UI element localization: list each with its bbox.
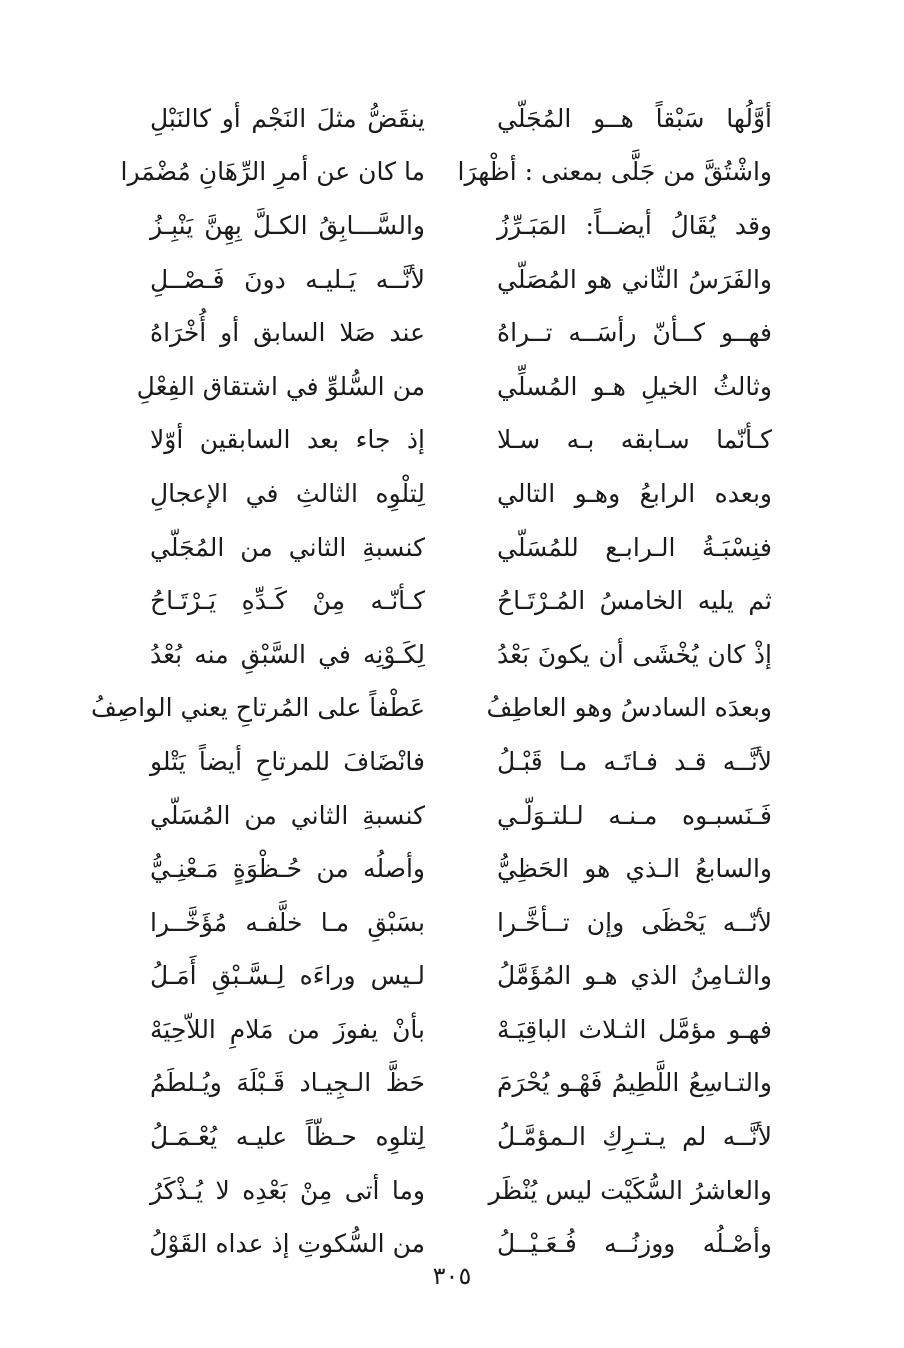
verse-line	[150, 467, 772, 521]
first-hemistich: فهـو مؤمَّل الثـلاث الباقِيَـهْ	[497, 1014, 772, 1044]
first-hemistich: والثـامِنُ الذي هـو المُؤَمَّلُ	[497, 961, 772, 991]
verse-line	[150, 1003, 772, 1057]
first-hemistich: لأنَّــه قـد فـاتَـه مـا قَبْـلُ	[497, 746, 772, 776]
second-hemistich: من السُّكوتِ إذ عداه القَوْلُ	[149, 1229, 425, 1259]
verse-line	[150, 1164, 772, 1218]
second-hemistich: لِتلْوِه الثالثِ في الإعجالِ	[150, 478, 425, 508]
second-hemistich: ينقَضُّ مثلَ النَجْم أو كالنَبْلِ	[150, 103, 425, 133]
second-hemistich: حَظَّ الـجِيـاد قَـبْلَهَ ويُـلطَمُ	[150, 1068, 425, 1098]
first-hemistich: وأصْـلُه ووزنُــه فُـعَـيْــلُ	[497, 1229, 772, 1259]
verse-line	[150, 199, 772, 253]
first-hemistich: فهــو كــأنّ رأسَــه تــراهُ	[497, 318, 772, 348]
verse-line	[136, 360, 772, 414]
first-hemistich: والتـاسِعُ اللَّطِيمُ فَهْـو يُحْرَمَ	[497, 1068, 772, 1098]
verse-line	[150, 414, 772, 468]
second-hemistich: كنسبةِ الثاني من المُجَلّي	[150, 532, 425, 562]
first-hemistich: وقد يُقَالُ أيضــاً: المَبَـرِّزُ	[497, 210, 772, 240]
verse-line	[150, 628, 772, 682]
verse-line	[150, 896, 772, 950]
second-hemistich: بأنْ يفوزَ من مَلامِ اللاّحِيَهْ	[150, 1014, 425, 1044]
second-hemistich: بسَبْقِ مـا خلَّفـه مُؤَخَّــرا	[150, 907, 425, 937]
first-hemistich: ثم يليه الخامسُ المُـرْتَـاحُ	[497, 586, 772, 616]
verse-line	[150, 789, 772, 843]
verse-line	[150, 306, 772, 360]
first-hemistich: فنِسْبَـةُ الـرابـع للمُسَلّي	[497, 532, 772, 562]
second-hemistich: وأصلُه من حُـظْوَةٍ مَـعْنِـيُّ	[150, 854, 425, 884]
second-hemistich: كنسبةِ الثاني من المُسَلّي	[150, 800, 425, 830]
verse-line	[150, 92, 772, 146]
second-hemistich: لِتلوِه حـظّاً عليـه يُعْـمَـلُ	[150, 1122, 425, 1152]
first-hemistich: وبعده الرابعُ وهـو التالي	[497, 478, 772, 508]
first-hemistich: إذْ كان يُخْشَى أن يكونَ بَعْدُ	[497, 639, 772, 669]
first-hemistich: واشْتُقَّ من جَلَّى بمعنى : أظْهرَا	[457, 157, 772, 187]
second-hemistich: والسَّـــابِقُ الكـلَّ بِهِنَّ يَنْبِـزُ	[150, 210, 425, 240]
first-hemistich: فَـنَسبـوه مـنـه لـلتـوَلّـي	[497, 800, 772, 830]
verse-line	[120, 146, 772, 200]
second-hemistich: لـيس وراءَه لِـسَّـبْقِ أَمَـلُ	[150, 961, 425, 991]
first-hemistich: أوَّلُها سَبْقاً هــو المُجَلّي	[497, 103, 772, 133]
verse-line	[150, 574, 772, 628]
second-hemistich: إذ جاء بعد السابقين أوّلا	[150, 425, 425, 455]
second-hemistich: عَطْفاً على المُرتاحِ يعني الواصِفُ	[91, 693, 425, 723]
second-hemistich: عند صَلا السابق أو أُخْرَاهُ	[150, 318, 425, 348]
verse-line	[150, 253, 772, 307]
first-hemistich: لأنّــه يَحْظَى وإن تــأخَّـرا	[497, 907, 772, 937]
second-hemistich: وما أتى مِنْ بَعْدِه لا يُـذْكَرُ	[150, 1175, 425, 1205]
page-number: ٣٠٥	[432, 1262, 472, 1290]
second-hemistich: لأنَّــه يَـليـه دونَ فَـصْــلِ	[150, 264, 425, 294]
verse-line	[91, 682, 772, 736]
verse-line	[150, 735, 772, 789]
second-hemistich: ما كان عن أمرِ الرِّهَانِ مُضْمَرا	[120, 157, 425, 187]
first-hemistich: والعاشرُ السُّكَيْت ليس يُنْظَر	[488, 1175, 772, 1205]
second-hemistich: لِكَـوْنِه في السَّبْقِ منه بُعْدُ	[150, 639, 425, 669]
first-hemistich: والسابعُ الـذي هو الحَظِيُّ	[497, 854, 772, 884]
first-hemistich: والفَرَسُ الثّاني هو المُصَلّي	[497, 264, 772, 294]
first-hemistich: لأنَّــه لم يـتـرِكِ الـمؤمَّـلُ	[497, 1122, 772, 1152]
verse-line	[150, 1057, 772, 1111]
second-hemistich: من السُّلوِّ في اشتقاق الفِعْلِ	[136, 371, 425, 401]
first-hemistich: كـأنّما سـابقه بـه سـلا	[497, 425, 772, 455]
verse-line	[150, 1110, 772, 1164]
first-hemistich: وثالثُ الخيلِ هـو المُسلِّي	[497, 371, 772, 401]
second-hemistich: كـأنّـه مِنْ كَـدِّهِ يَـرْتَـاحُ	[150, 586, 425, 616]
second-hemistich: فانْضَافَ للمرتاحِ أيضاً يَتْلو	[150, 746, 425, 776]
verse-line	[150, 950, 772, 1004]
first-hemistich: وبعدَه السادسُ وهو العاطِفُ	[486, 693, 772, 723]
verse-line	[150, 521, 772, 575]
verse-line	[150, 842, 772, 896]
poem-body	[91, 92, 772, 1271]
